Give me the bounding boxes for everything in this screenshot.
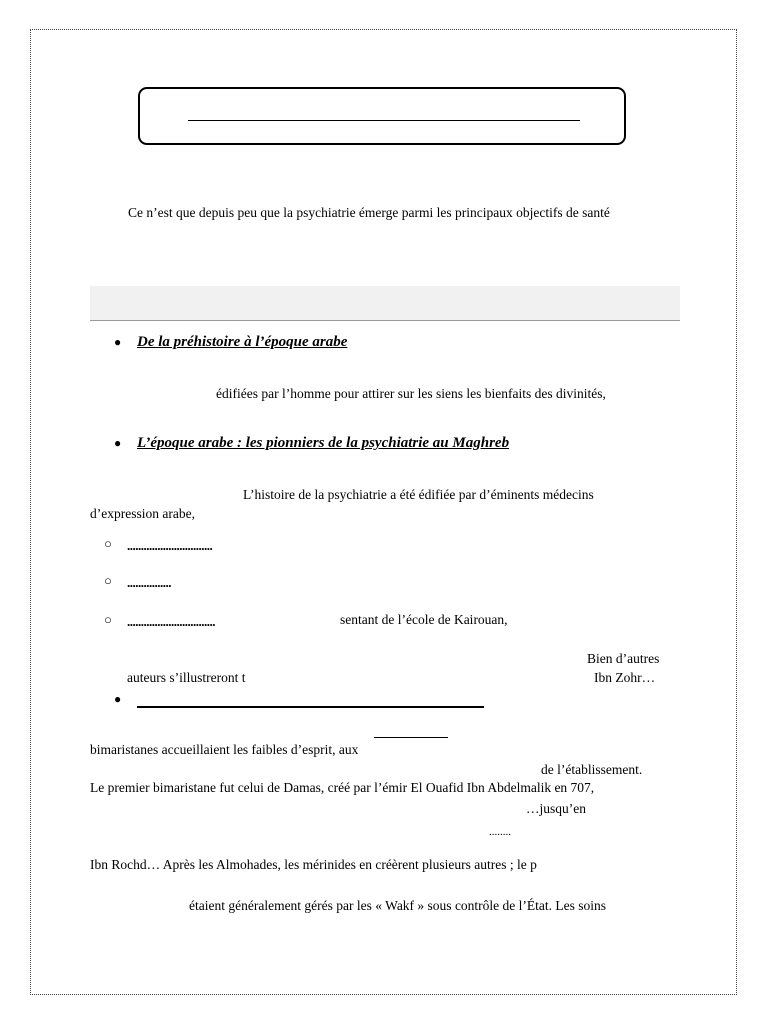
bullet-icon: ●: [114, 692, 122, 706]
wakf-text: étaient généralement gérés par les « Wakf » sous contrôle de l’État. Les soins: [189, 898, 607, 913]
circle-bullet-icon: ○: [104, 573, 112, 588]
arab-era-text-line1: L’histoire de la psychiatrie a été édifiée par d’éminents médecins: [243, 487, 594, 502]
ellipsis-text: ........: [489, 826, 511, 838]
prehistory-text: édifiées par l’homme pour attirer sur les siens les bienfaits des divinités,: [216, 386, 606, 401]
etablissement-text: de l’établissement.: [541, 762, 643, 777]
section-heading-prehistory: De la préhistoire à l’époque arabe: [137, 334, 348, 350]
list-item-blank: ...............................: [127, 538, 213, 553]
others-text-left: auteurs s’illustreront t: [127, 670, 246, 685]
damas-text: Le premier bimaristane fut celui de Damas, créé par l’émir El Ouafid Ibn Abdelmalik en 707,: [90, 780, 595, 795]
intro-text: Ce n’est que depuis peu que la psychiatrie émerge parmi les principaux objectifs de santé: [128, 205, 610, 220]
small-blank-line: [374, 737, 448, 738]
section-heading-arab-era: L’époque arabe : les pionniers de la psychiatrie au Maghreb: [137, 435, 510, 451]
title-box: [138, 87, 626, 145]
bullet-icon: ●: [114, 335, 122, 349]
list-item-blank: ................: [127, 575, 171, 590]
list-item-blank: ................................: [127, 614, 215, 629]
heading-blank-line: [137, 706, 484, 708]
gray-band: [90, 286, 680, 321]
jusquen-text: …jusqu’en: [526, 801, 586, 816]
title-blank-line: [188, 120, 580, 121]
kairouan-text: sentant de l’école de Kairouan,: [340, 612, 508, 627]
others-text-right: Bien d’autres: [587, 651, 660, 666]
circle-bullet-icon: ○: [104, 536, 112, 551]
ibn-zohr-text: Ibn Zohr…: [594, 670, 656, 685]
arab-era-text-line2: d’expression arabe,: [90, 506, 195, 521]
circle-bullet-icon: ○: [104, 612, 112, 627]
bullet-icon: ●: [114, 436, 122, 450]
ibn-rochd-text: Ibn Rochd… Après les Almohades, les mérinides en créèrent plusieurs autres ; le p: [90, 857, 537, 872]
bimaristanes-text: bimaristanes accueillaient les faibles d’esprit, aux: [90, 742, 359, 757]
